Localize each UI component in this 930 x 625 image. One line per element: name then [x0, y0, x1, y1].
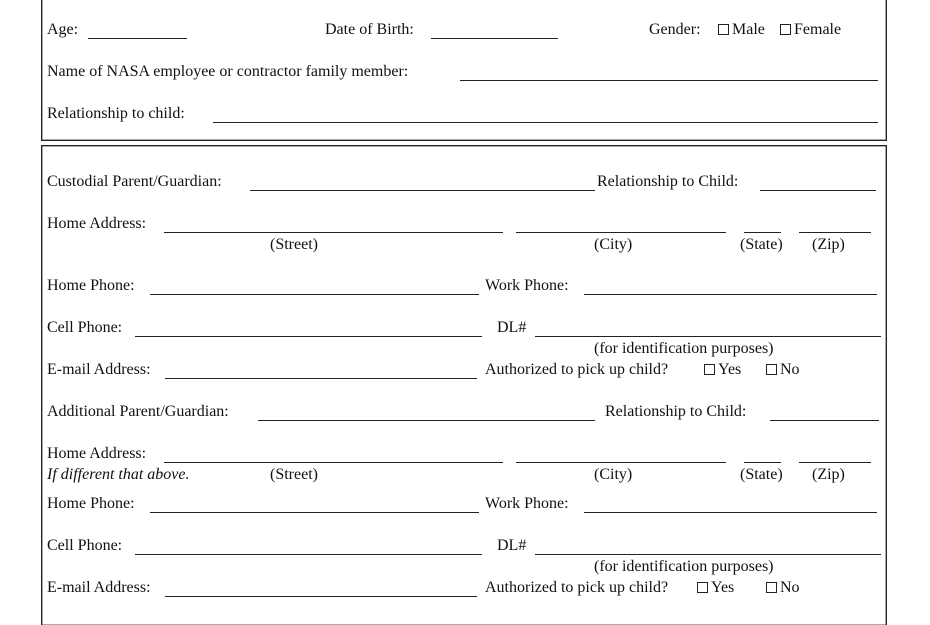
custodial-parent-label: Custodial Parent/Guardian:	[47, 173, 222, 190]
custodial-no-label: No	[780, 361, 800, 378]
additional-parent-label: Additional Parent/Guardian:	[47, 403, 229, 420]
child-relationship-label: Relationship to child:	[47, 105, 185, 122]
custodial-dl-note: (for identification purposes)	[594, 340, 774, 357]
employee-label: Name of NASA employee or contractor family member:	[47, 63, 409, 80]
additional-yes-label: Yes	[711, 579, 735, 596]
additional-street-field[interactable]	[164, 462, 503, 463]
additional-parent-field[interactable]	[258, 420, 595, 421]
custodial-no-checkbox[interactable]	[766, 364, 777, 375]
custodial-state-caption: (State)	[740, 236, 783, 253]
custodial-dl-label: DL#	[497, 319, 527, 336]
custodial-zip-field[interactable]	[799, 232, 871, 233]
additional-home-phone-field[interactable]	[150, 512, 479, 513]
custodial-state-field[interactable]	[744, 232, 781, 233]
male-label: Male	[732, 21, 765, 38]
custodial-street-caption: (Street)	[270, 236, 318, 253]
child-relationship-field[interactable]	[213, 122, 878, 123]
additional-cell-phone-label: Cell Phone:	[47, 537, 123, 554]
custodial-yes-label: Yes	[718, 361, 742, 378]
additional-city-caption: (City)	[594, 466, 633, 483]
additional-email-field[interactable]	[165, 596, 477, 597]
gender-label: Gender:	[649, 21, 701, 38]
additional-yes-checkbox[interactable]	[697, 582, 708, 593]
custodial-work-phone-label: Work Phone:	[485, 277, 569, 294]
custodial-street-field[interactable]	[164, 232, 503, 233]
employee-field[interactable]	[460, 80, 878, 81]
additional-home-phone-label: Home Phone:	[47, 495, 135, 512]
additional-no-label: No	[780, 579, 800, 596]
additional-dl-label: DL#	[497, 537, 527, 554]
dob-field[interactable]	[431, 38, 558, 39]
additional-relationship-field[interactable]	[770, 420, 879, 421]
additional-email-label: E-mail Address:	[47, 579, 151, 596]
custodial-parent-field[interactable]	[250, 190, 595, 191]
age-label: Age:	[47, 21, 79, 38]
additional-dl-field[interactable]	[535, 554, 881, 555]
additional-dl-note: (for identification purposes)	[594, 558, 774, 575]
parents-section	[41, 145, 887, 625]
age-field[interactable]	[88, 38, 187, 39]
additional-city-field[interactable]	[516, 462, 726, 463]
custodial-no-option[interactable]	[766, 361, 800, 379]
custodial-address-label: Home Address:	[47, 215, 147, 232]
custodial-cell-phone-field[interactable]	[135, 336, 482, 337]
additional-address-label: Home Address:	[47, 445, 147, 462]
custodial-relationship-label: Relationship to Child:	[597, 173, 739, 190]
additional-work-phone-label: Work Phone:	[485, 495, 569, 512]
gender-male-option[interactable]	[718, 21, 765, 39]
custodial-email-label: E-mail Address:	[47, 361, 151, 378]
female-label: Female	[794, 21, 842, 38]
additional-work-phone-field[interactable]	[584, 512, 877, 513]
custodial-dl-field[interactable]	[535, 336, 881, 337]
additional-address-note: If different that above.	[47, 466, 190, 483]
female-checkbox[interactable]	[780, 24, 791, 35]
additional-yes-option[interactable]	[697, 579, 734, 597]
additional-relationship-label: Relationship to Child:	[605, 403, 747, 420]
custodial-authorized-label: Authorized to pick up child?	[485, 361, 669, 378]
dob-label: Date of Birth:	[325, 21, 414, 38]
additional-street-caption: (Street)	[270, 466, 318, 483]
additional-authorized-label: Authorized to pick up child?	[485, 579, 669, 596]
additional-zip-field[interactable]	[799, 462, 871, 463]
custodial-relationship-field[interactable]	[760, 190, 876, 191]
custodial-work-phone-field[interactable]	[584, 294, 877, 295]
gender-female-option[interactable]	[780, 21, 841, 39]
custodial-city-caption: (City)	[594, 236, 633, 253]
additional-state-caption: (State)	[740, 466, 783, 483]
custodial-yes-checkbox[interactable]	[704, 364, 715, 375]
additional-state-field[interactable]	[744, 462, 781, 463]
custodial-home-phone-label: Home Phone:	[47, 277, 135, 294]
custodial-yes-option[interactable]	[704, 361, 741, 379]
custodial-city-field[interactable]	[516, 232, 726, 233]
additional-cell-phone-field[interactable]	[135, 554, 482, 555]
custodial-email-field[interactable]	[165, 378, 477, 379]
custodial-zip-caption: (Zip)	[812, 236, 845, 253]
custodial-home-phone-field[interactable]	[150, 294, 479, 295]
additional-no-checkbox[interactable]	[766, 582, 777, 593]
custodial-cell-phone-label: Cell Phone:	[47, 319, 123, 336]
additional-zip-caption: (Zip)	[812, 466, 845, 483]
male-checkbox[interactable]	[718, 24, 729, 35]
additional-no-option[interactable]	[766, 579, 800, 597]
